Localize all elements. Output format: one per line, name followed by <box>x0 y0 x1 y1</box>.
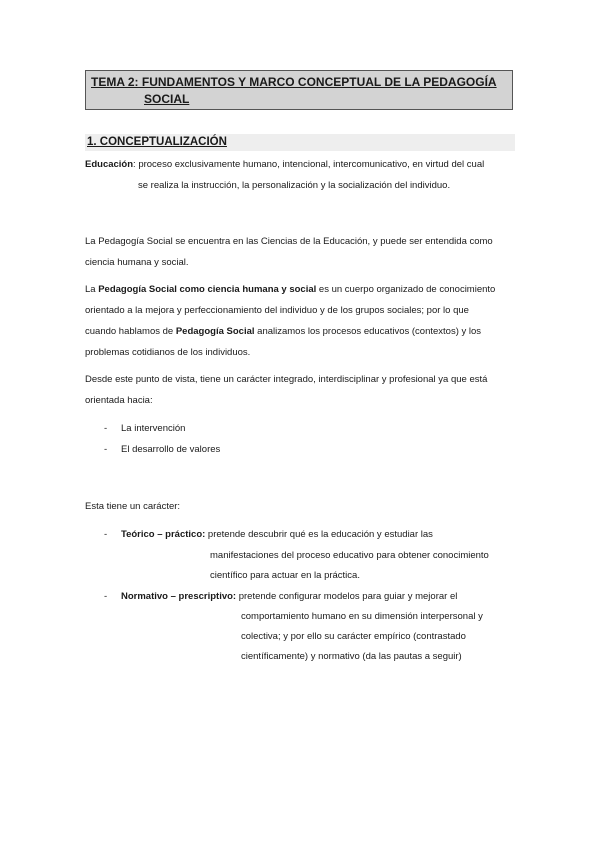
para2-line-2: orientado a la mejora y perfeccionamiento del individuo y de los grupos sociales; por lo que <box>85 305 469 316</box>
para2-line3-pre: cuando hablamos de <box>85 326 176 337</box>
list2-item-2-term: Normativo – prescriptivo: <box>121 591 237 602</box>
para1-line-1: La Pedagogía Social se encuentra en las Ciencias de la Educación, y puede ser entendida como <box>85 236 493 247</box>
para3-line-2: orientada hacia: <box>85 395 153 406</box>
list2-item-2-line-3: colectiva; y por ello su carácter empírico (contrastado <box>241 631 466 642</box>
definition-line-1 <box>85 159 484 171</box>
list2-item-1-line-3: científico para actuar en la práctica. <box>210 570 360 581</box>
title-box <box>85 70 513 110</box>
para2-line1-rest: es un cuerpo organizado de conocimiento <box>316 284 496 295</box>
para2-prefix: La <box>85 284 99 295</box>
para3-line-1: Desde este punto de vista, tiene un carácter integrado, interdisciplinar y profesional ya que está <box>85 374 488 385</box>
list2-item-1-term: Teórico – práctico: <box>121 529 206 540</box>
definition-term: Educación <box>85 159 134 170</box>
list2-item-1-line-1 <box>121 529 433 541</box>
list2-item-2-line-1 <box>121 591 457 603</box>
para2-line-1 <box>85 284 495 296</box>
list2-item-2-text-1: pretende configurar modelos para guiar y mejorar el <box>236 591 458 602</box>
title-line-2: SOCIAL <box>144 92 190 106</box>
para1-line-2: ciencia humana y social. <box>85 257 189 268</box>
list1-dash-2: - <box>104 444 108 455</box>
list2-dash-1: - <box>104 529 108 540</box>
section-heading <box>85 134 515 151</box>
list2-item-1-text-1: pretende descubrir qué es la educación y estudiar las <box>205 529 433 540</box>
para2-line3-bold: Pedagogía Social <box>175 326 255 337</box>
para4-line-1: Esta tiene un carácter: <box>85 501 181 512</box>
definition-line-2: se realiza la instrucción, la personalización y la socialización del individuo. <box>138 180 451 191</box>
definition-text-1: : proceso exclusivamente humano, intencional, intercomunicativo, en virtud del cual <box>133 159 485 170</box>
section-heading-text: 1. CONCEPTUALIZACIÓN <box>87 136 227 148</box>
list2-dash-2: - <box>104 591 108 602</box>
list2-item-2-line-2: comportamiento humano en su dimensión interpersonal y <box>241 611 483 622</box>
list2-item-2-line-4: científicamente) y normativo (da las pautas a seguir) <box>241 651 462 662</box>
list1-item-1: La intervención <box>121 423 186 434</box>
para2-line-4: problemas cotidianos de los individuos. <box>85 347 251 358</box>
list2-item-1-line-2: manifestaciones del proceso educativo para obtener conocimiento <box>210 550 489 561</box>
para2-line-3 <box>85 326 481 338</box>
title-line-1: TEMA 2: FUNDAMENTOS Y MARCO CONCEPTUAL DE LA PEDAGOGÍA <box>91 75 497 89</box>
list1-dash-1: - <box>104 423 108 434</box>
para2-line3-post: analizamos los procesos educativos (contextos) y los <box>254 326 482 337</box>
list1-item-2: El desarrollo de valores <box>121 444 221 455</box>
para2-bold: Pedagogía Social como ciencia humana y social <box>98 284 317 295</box>
